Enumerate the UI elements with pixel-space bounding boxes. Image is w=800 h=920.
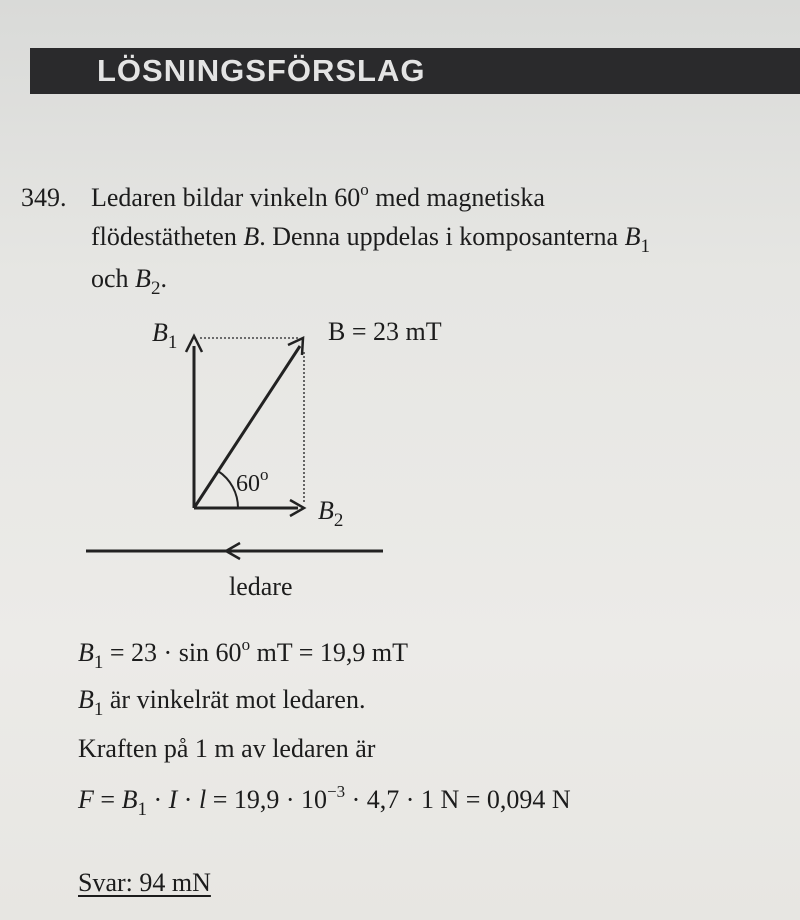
calc-force-formula: $F = B_1 \cdot I \cdot l = 19,9 \cdot 10^{-3} \cdot 4,7 \cdot 1$ N = 0,094 N xyxy=(78,782,571,820)
problem-text-line-3: och $B_2$. xyxy=(91,264,167,299)
answer: Svar: 94 mN xyxy=(78,868,211,897)
calc-perpendicular-note: $B_1$ är vinkelrät mot ledaren. xyxy=(78,685,366,720)
calc-b1-value: $B_1 = 23 \cdot \sin 60^o$ mT = 19,9 mT xyxy=(78,635,408,673)
conductor-label: ledare xyxy=(229,572,293,601)
angle-label: 60$^o$ xyxy=(236,465,269,497)
banner-title: LÖSNINGSFÖRSLAG xyxy=(97,53,426,88)
angle-arc xyxy=(218,471,238,508)
calc-force-intro: Kraften på 1 m av ledaren är xyxy=(78,734,376,763)
b-magnitude-label: B = 23 mT xyxy=(328,317,442,346)
problem-text-line-1: Ledaren bildar vinkeln 60$^o$ med magnetiska xyxy=(91,180,545,212)
problem-number: 349. xyxy=(21,183,67,212)
b2-label: $B_2$ xyxy=(318,496,344,531)
problem-text-line-2: flödestätheten B. Denna uppdelas i komposanterna $B_1$ xyxy=(91,222,650,257)
b1-label: $B_1$ xyxy=(152,318,178,353)
